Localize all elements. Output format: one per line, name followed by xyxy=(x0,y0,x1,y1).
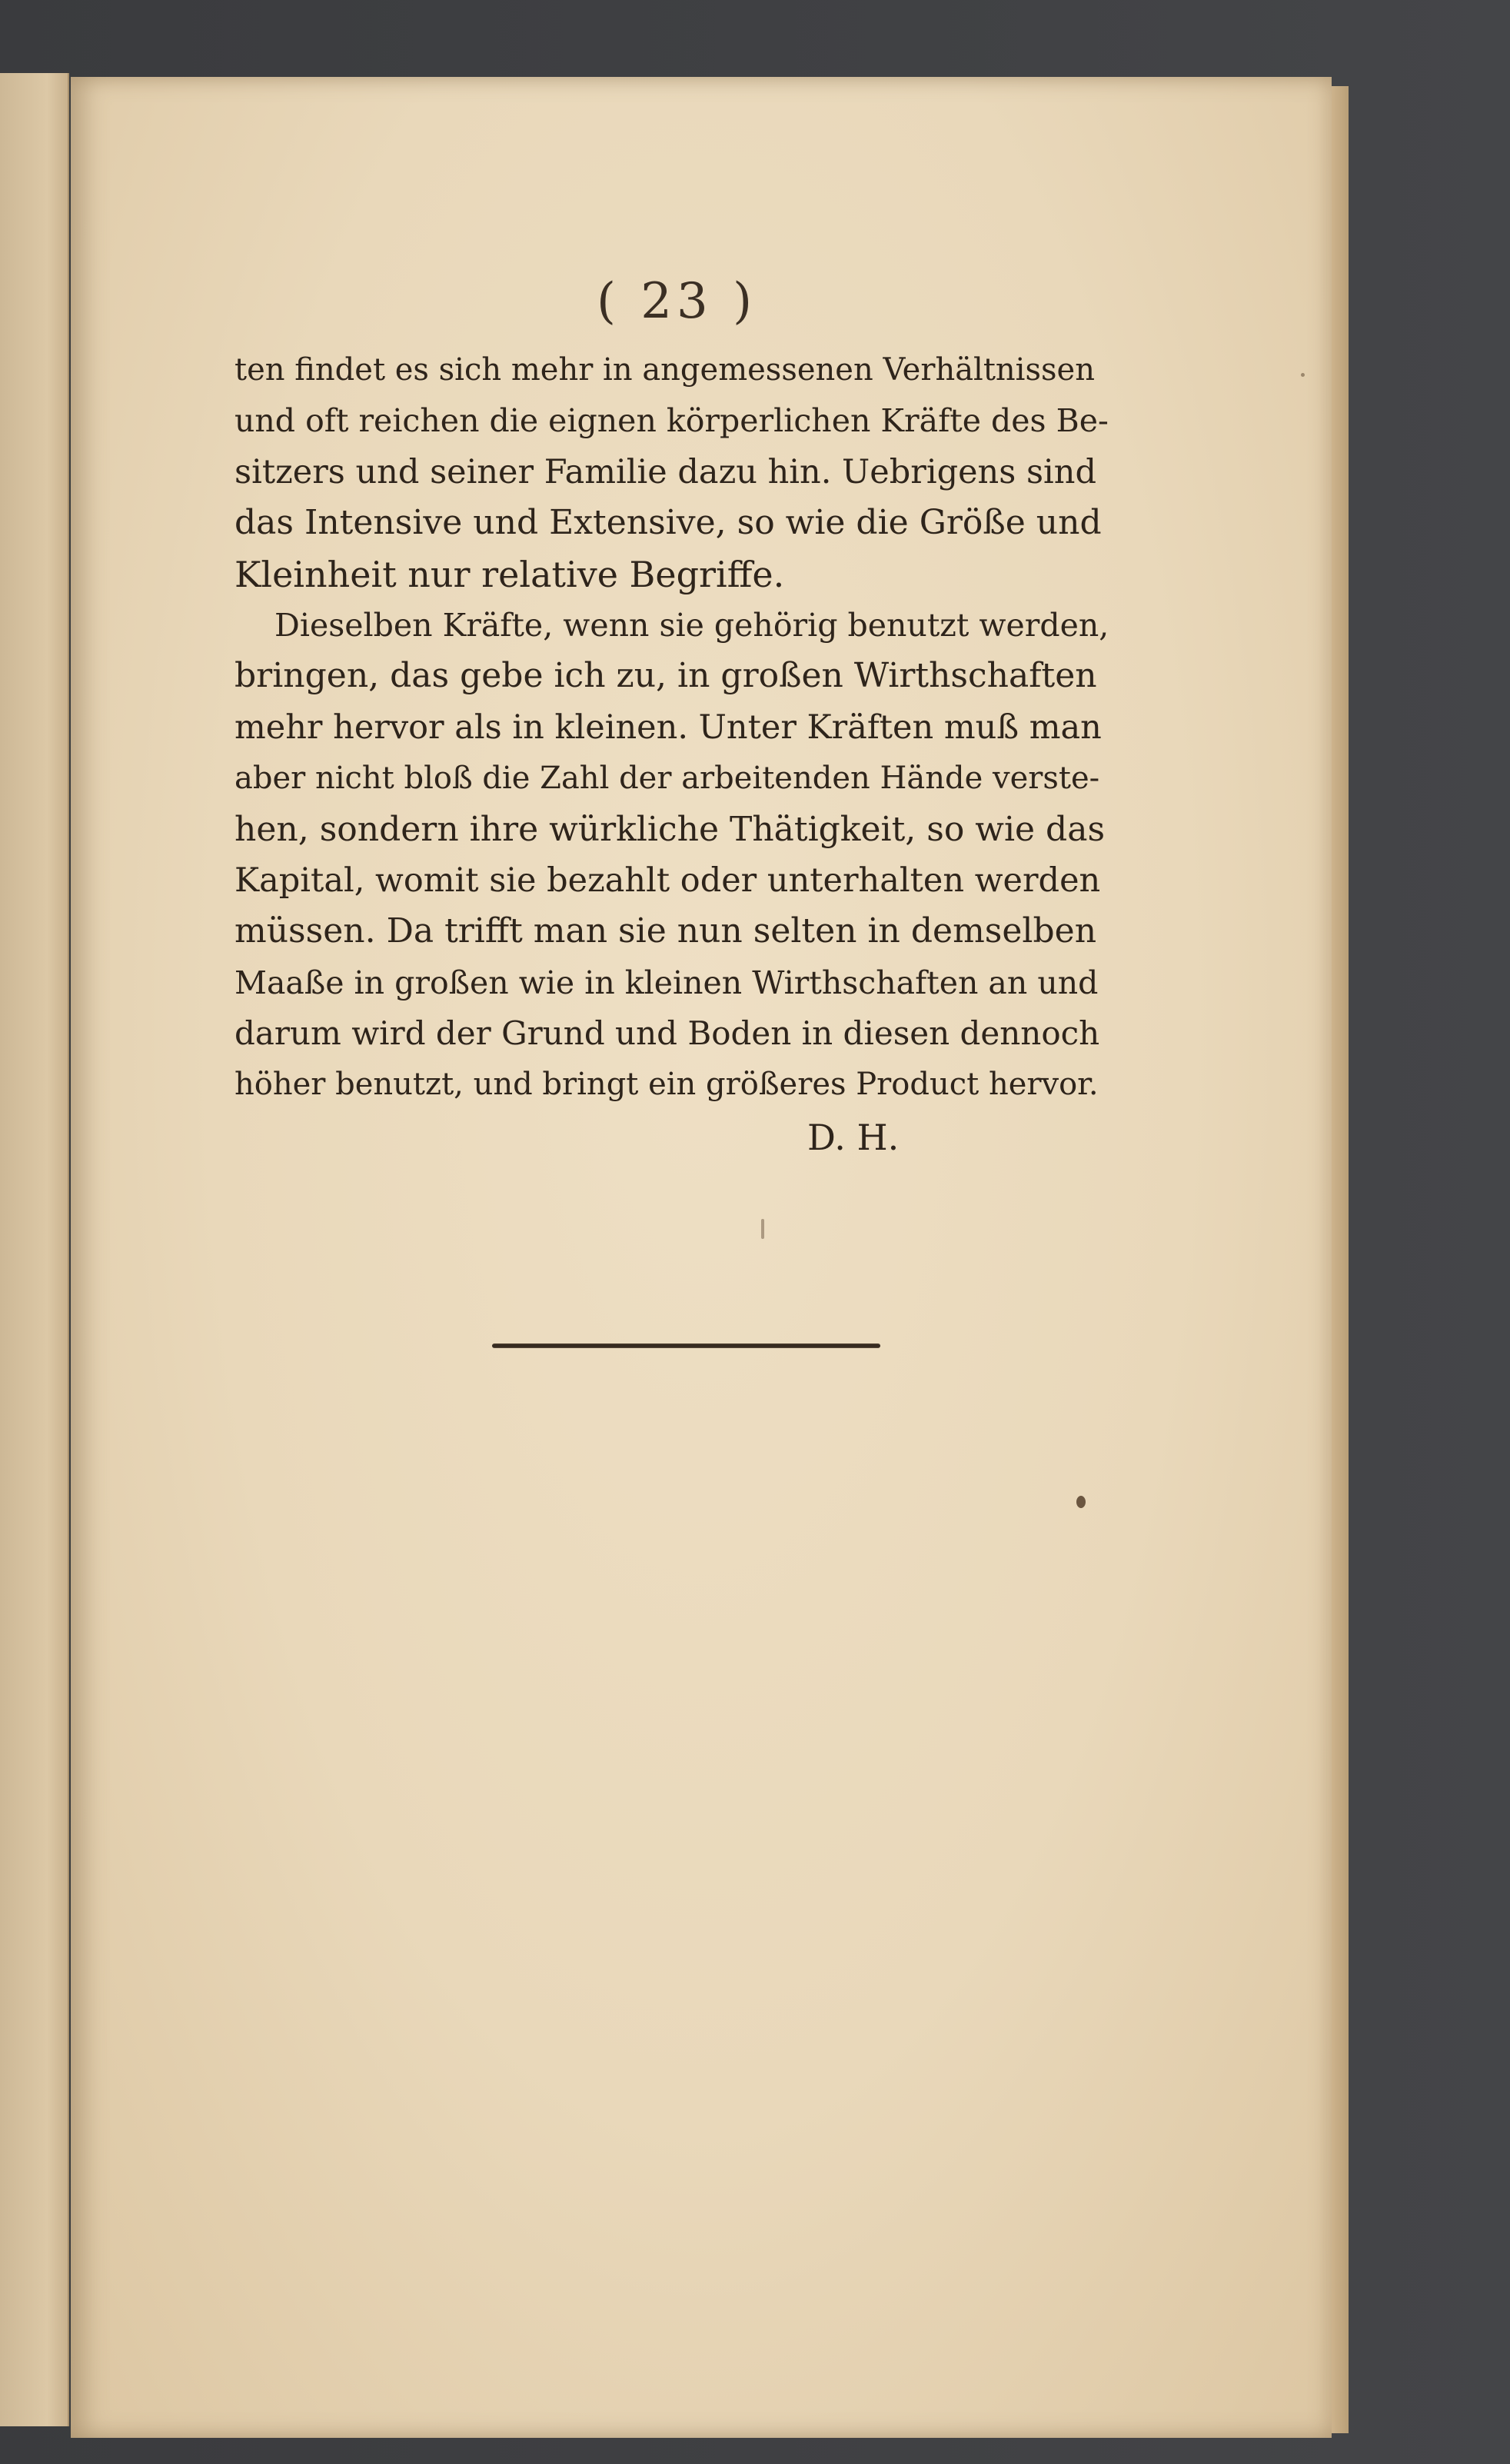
text-line: hen, sondern ihre würkliche Thätigkeit, so wie das xyxy=(234,809,1106,849)
text-line: mehr hervor als in kleinen. Unter Kräften muß man xyxy=(234,708,1102,747)
left-page-edge xyxy=(0,73,69,2426)
text-line: Kapital, womit sie bezahlt oder unterhalten werden xyxy=(234,861,1101,900)
author-signature: D. H. xyxy=(807,1117,900,1158)
text-line: ten findet es sich mehr in angemessenen Verhältnissen xyxy=(234,352,1095,388)
paragraph-2 xyxy=(234,600,1115,1110)
text-line: aber nicht bloß die Zahl der arbeitenden Hände verste- xyxy=(234,761,1100,797)
text-line: müssen. Da trifft man sie nun selten in demselben xyxy=(234,911,1097,951)
page-number: ( 23 ) xyxy=(596,273,757,330)
text-line: Kleinheit nur relative Begriffe. xyxy=(234,553,785,595)
paragraph-1 xyxy=(234,345,1115,600)
text-line: Maaße in großen wie in kleinen Wirthschaften an und xyxy=(234,964,1099,1001)
section-divider-rule xyxy=(492,1344,880,1348)
text-line: bringen, das gebe ich zu, in großen Wirthschaften xyxy=(234,656,1097,696)
paper-spot xyxy=(1301,373,1305,377)
paper-spot xyxy=(761,1219,764,1239)
text-line: Dieselben Kräfte, wenn sie gehörig benutzt werden, xyxy=(274,606,1109,644)
text-line: das Intensive und Extensive, so wie die Größe und xyxy=(234,503,1102,543)
text-line: und oft reichen die eignen körperlichen Kräfte des Be- xyxy=(234,402,1109,440)
text-line: darum wird der Grund und Boden in diesen dennoch xyxy=(234,1014,1100,1053)
text-body xyxy=(234,345,1115,1110)
text-line: sitzers und seiner Familie dazu hin. Uebrigens sind xyxy=(234,452,1097,491)
page-right-edge xyxy=(1332,86,1349,2433)
text-line: höher benutzt, und bringt ein größeres Product hervor. xyxy=(234,1067,1099,1103)
paper-spot xyxy=(1076,1496,1086,1508)
